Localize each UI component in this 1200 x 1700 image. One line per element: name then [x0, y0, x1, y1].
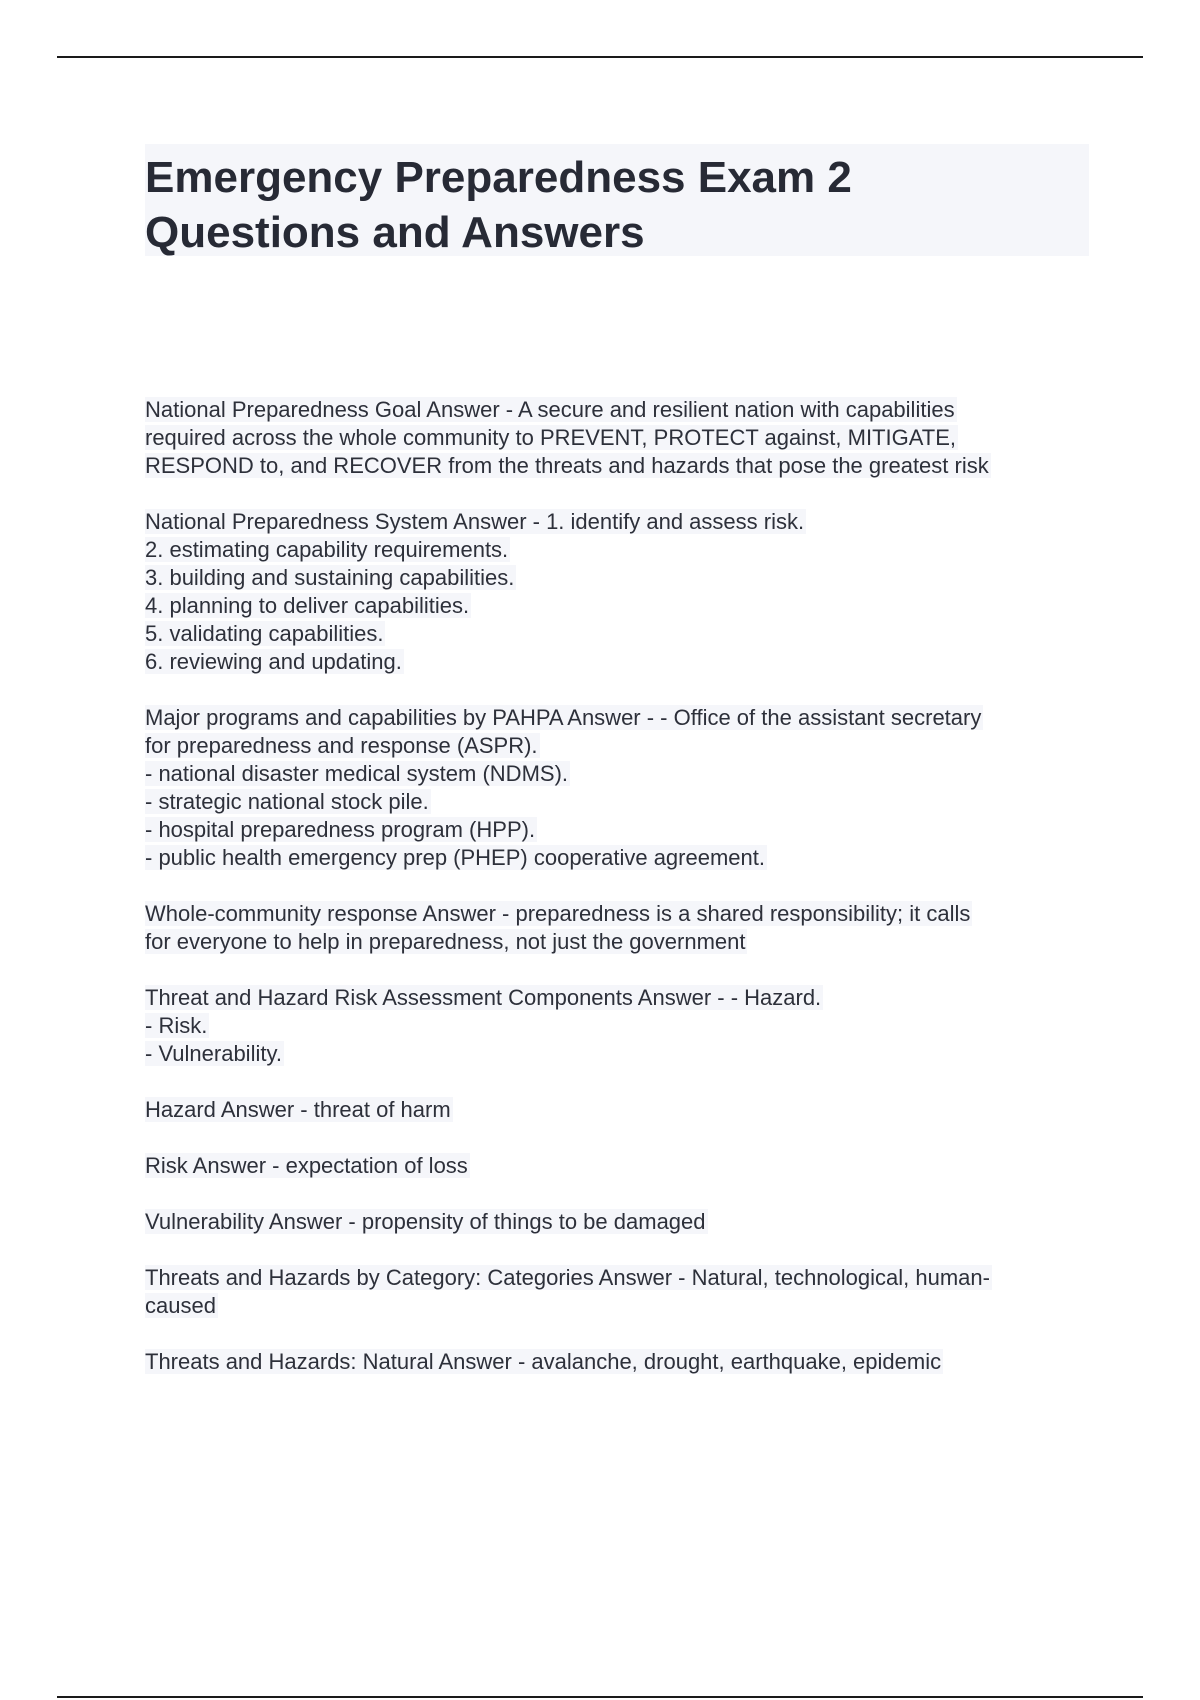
qa-line: - hospital preparedness program (HPP).: [145, 817, 536, 842]
qa-line: required across the whole community to PREVENT, PROTECT against, MITIGATE,: [145, 425, 957, 450]
qa-entry: [145, 396, 1095, 480]
qa-line: - Risk.: [145, 1013, 208, 1038]
qa-entry: [145, 984, 1095, 1068]
qa-line: Vulnerability Answer - propensity of things to be damaged: [145, 1209, 706, 1234]
qa-line: Major programs and capabilities by PAHPA Answer - - Office of the assistant secretary: [145, 705, 982, 730]
qa-line: Threats and Hazards: Natural Answer - avalanche, drought, earthquake, epidemic: [145, 1349, 942, 1374]
qa-entry: [145, 900, 1095, 956]
qa-line: Threats and Hazards by Category: Categories Answer - Natural, technological, human-: [145, 1265, 990, 1290]
qa-line: 3. building and sustaining capabilities.: [145, 565, 515, 590]
qa-line: - public health emergency prep (PHEP) cooperative agreement.: [145, 845, 765, 870]
qa-line: 4. planning to deliver capabilities.: [145, 593, 470, 618]
qa-entry: [145, 704, 1095, 872]
qa-entry: [145, 1348, 1095, 1376]
qa-entry: [145, 1208, 1095, 1236]
qa-line: - national disaster medical system (NDMS).: [145, 761, 569, 786]
qa-line: - strategic national stock pile.: [145, 789, 429, 814]
qa-line: National Preparedness System Answer - 1. identify and assess risk.: [145, 509, 805, 534]
qa-line: RESPOND to, and RECOVER from the threats and hazards that pose the greatest risk: [145, 453, 989, 478]
qa-line: - Vulnerability.: [145, 1041, 282, 1066]
qa-line: Whole-community response Answer - preparedness is a shared responsibility; it calls: [145, 901, 971, 926]
qa-line: for everyone to help in preparedness, not just the government: [145, 929, 746, 954]
qa-entry: [145, 508, 1095, 676]
qa-line: for preparedness and response (ASPR).: [145, 733, 538, 758]
title-line: Questions and Answers: [145, 208, 645, 257]
qa-list: [145, 396, 1095, 1404]
qa-line: National Preparedness Goal Answer - A secure and resilient nation with capabilities: [145, 397, 955, 422]
qa-line: Risk Answer - expectation of loss: [145, 1153, 468, 1178]
qa-entry: [145, 1096, 1095, 1124]
bottom-divider: [57, 1696, 1143, 1698]
top-divider: [57, 56, 1143, 58]
qa-entry: [145, 1264, 1095, 1320]
title-line: Emergency Preparedness Exam 2: [145, 153, 852, 202]
qa-line: Hazard Answer - threat of harm: [145, 1097, 451, 1122]
qa-line: 5. validating capabilities.: [145, 621, 384, 646]
qa-line: Threat and Hazard Risk Assessment Components Answer - - Hazard.: [145, 985, 822, 1010]
qa-line: caused: [145, 1293, 216, 1318]
qa-entry: [145, 1152, 1095, 1180]
qa-line: 2. estimating capability requirements.: [145, 537, 509, 562]
qa-line: 6. reviewing and updating.: [145, 649, 402, 674]
document-title: [145, 144, 1089, 256]
